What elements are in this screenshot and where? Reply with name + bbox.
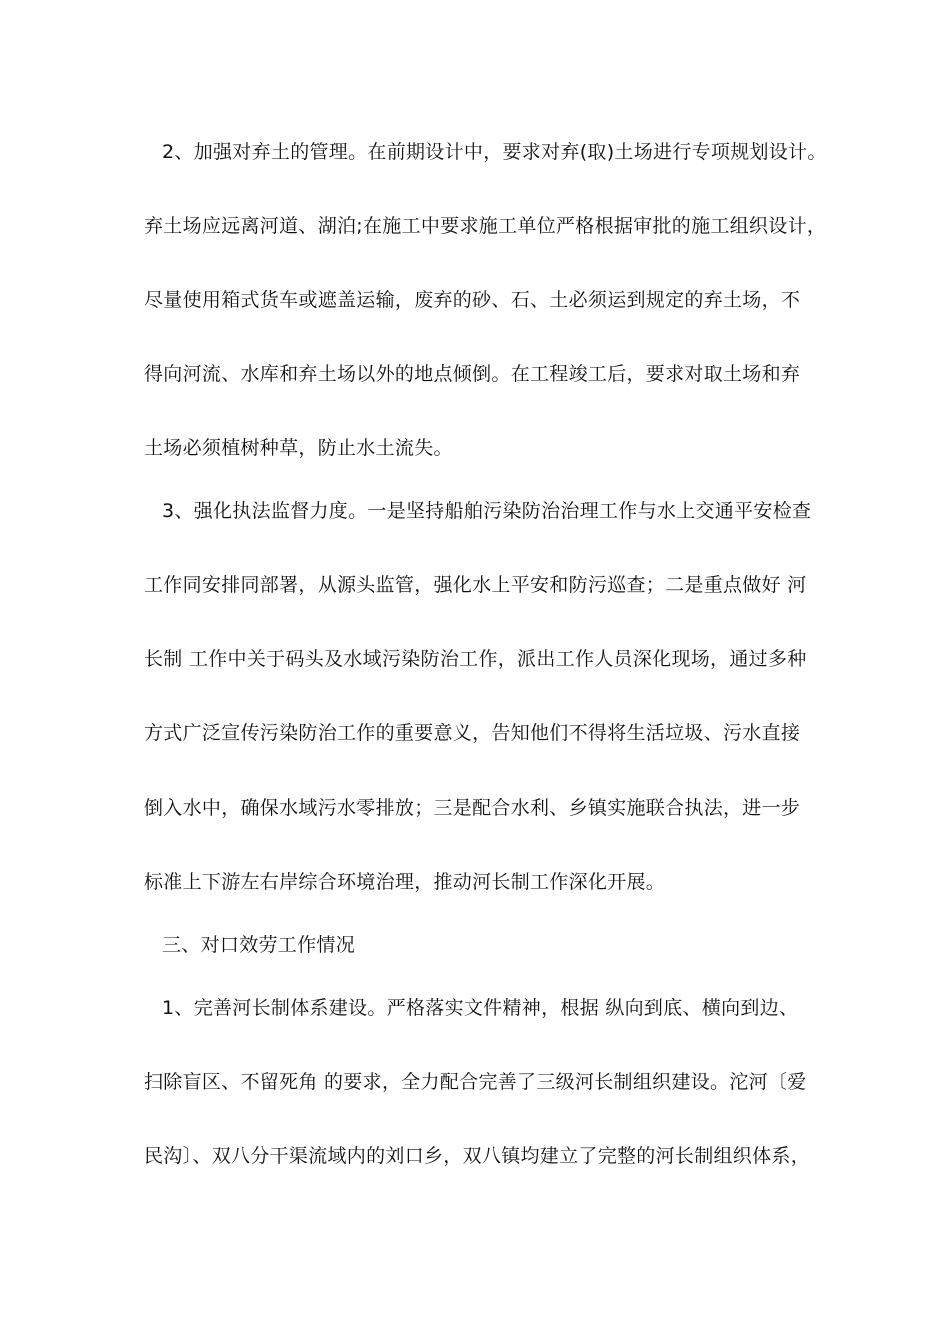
paragraph-3-line-1: 3、强化执法监督力度。一是坚持船舶污染防治治理工作与水上交通平安检查 [162, 500, 812, 522]
paragraph-3-line-2: 工作同安排同部署，从源头监管，强化水上平安和防污巡查；二是重点做好 河 [144, 574, 807, 596]
paragraph-1-line-3: 民沟〕、双八分干渠流域内的刘口乡，双八镇均建立了完整的河长制组织体系， [144, 1145, 811, 1167]
paragraph-2-line-2: 弃土场应远离河道、湖泊;在施工中要求施工单位严格根据审批的施工组织设计， [144, 215, 827, 237]
paragraph-3-line-3: 长制 工作中关于码头及水域污染防治工作，派出工作人员深化现场，通过多种 [144, 648, 807, 670]
paragraph-3-line-4: 方式广泛宣传污染防治工作的重要意义，告知他们不得将生活垃圾、污水直接 [144, 722, 801, 744]
paragraph-2-line-1: 2、加强对弃土的管理。在前期设计中，要求对弃(取)土场进行专项规划设计。 [162, 141, 827, 163]
paragraph-1-line-1: 1、完善河长制体系建设。严格落实文件精神，根据 纵向到底、横向到边、 [162, 997, 799, 1019]
paragraph-2-line-3: 尽量使用箱式货车或遮盖运输，废弃的砂、石、土必须运到规定的弃土场，不 [144, 289, 801, 311]
paragraph-2-line-4: 得向河流、水库和弃土场以外的地点倾倒。在工程竣工后，要求对取土场和弃 [144, 363, 801, 385]
section-heading: 三、对口效劳工作情况 [162, 934, 356, 956]
paragraph-3-line-5: 倒入水中，确保水域污水零排放；三是配合水利、乡镇实施联合执法，进一步 [144, 797, 801, 819]
paragraph-3-line-6: 标准上下游左右岸综合环境治理，推动河长制工作深化开展。 [144, 871, 666, 893]
paragraph-1-line-2: 扫除盲区、不留死角 的要求，全力配合完善了三级河长制组织建设。沱河〔爱 [144, 1071, 807, 1093]
paragraph-2-line-5: 土场必须植树种草，防止水土流失。 [144, 437, 453, 459]
